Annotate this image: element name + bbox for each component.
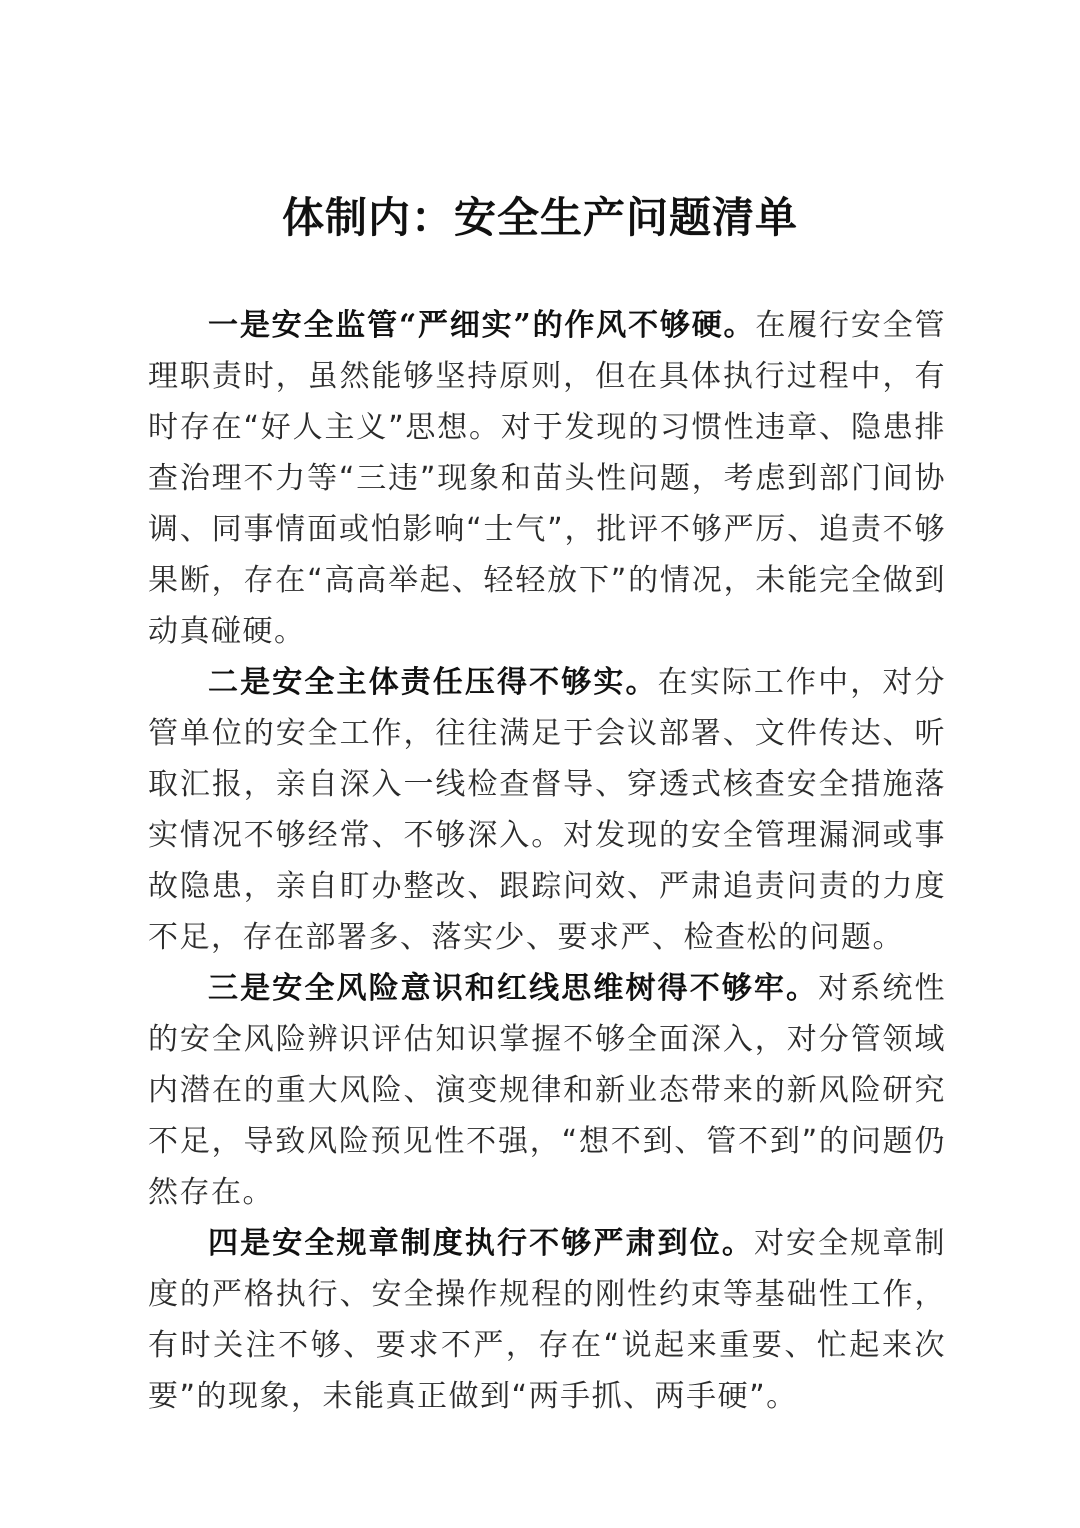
paragraph-3-text: 对系统性的安全风险辨识评估知识掌握不够全面深入，对分管领域内潜在的重大风险、演变规律和新业态带来的新风险研究不足，导致风险预见性不强，“想不到、管不到”的问题仍然存在。 xyxy=(148,971,947,1210)
document-title: 体制内：安全生产问题清单 xyxy=(281,193,798,242)
paragraph-2-text: 在实际工作中，对分管单位的安全工作，往往满足于会议部署、文件传达、听取汇报，亲自深入一线检查督导、穿透式核查安全措施落实情况不够经常、不够深入。对发现的安全管理漏洞或事故隐患，亲自盯办整改、跟踪问效、严肃追责问责的力度不足，存在部署多、落实少、要求严、检查松的问题。 xyxy=(148,665,947,955)
paragraph-2 xyxy=(148,657,946,963)
paragraph-1-text: 在履行安全管理职责时，虽然能够坚持原则，但在具体执行过程中，有时存在“好人主义”思想。对于发现的习惯性违章、隐患排查治理不力等“三违”现象和苗头性问题，考虑到部门间协调、同事情面或怕影响“士气”，批评不够严厉、追责不够果断，存在“高高举起、轻轻放下”的情况，未能完全做到动真碰硬。 xyxy=(148,308,947,649)
paragraph-4-text: 对安全规章制度的严格执行、安全操作规程的刚性约束等基础性工作，有时关注不够、要求不严，存在“说起来重要、忙起来次要”的现象，未能真正做到“两手抓、两手硬”。 xyxy=(148,1226,947,1414)
paragraph-1 xyxy=(148,300,946,657)
paragraph-3-heading: 三是安全风险意识和红线思维树得不够牢。 xyxy=(208,971,819,1006)
paragraph-2-heading: 二是安全主体责任压得不够实。 xyxy=(208,665,658,700)
document-body xyxy=(148,300,946,1422)
paragraph-3 xyxy=(148,963,946,1218)
paragraph-4-heading: 四是安全规章制度执行不够严肃到位。 xyxy=(208,1226,754,1261)
paragraph-1-heading: 一是安全监管“严细实”的作风不够硬。 xyxy=(208,308,756,343)
paragraph-4 xyxy=(148,1218,946,1422)
